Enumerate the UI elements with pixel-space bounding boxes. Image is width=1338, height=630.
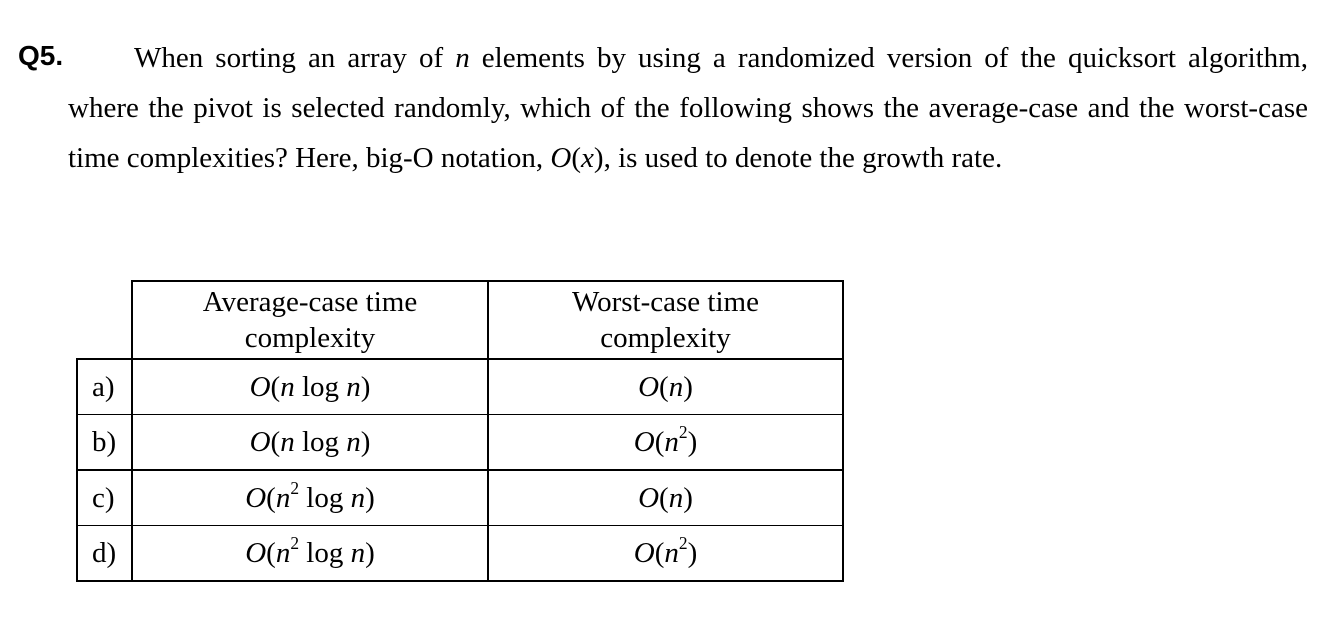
option-label: c) bbox=[77, 470, 132, 526]
table-row bbox=[77, 526, 843, 582]
question-text-part-2: elements by using a randomized version of the quicksort algorithm, where the pivot is selected randomly, which of the following shows the average-case and the worst-case time complexities? Here, big-O notation, bbox=[68, 42, 1308, 174]
header-average-line-2: complexity bbox=[244, 322, 376, 354]
question-number: Q5. bbox=[18, 40, 64, 71]
average-complexity: $O(n^2$ log n) bbox=[132, 470, 488, 526]
answer-table bbox=[76, 280, 844, 582]
worst-complexity: $O(n^2)$ bbox=[488, 526, 843, 582]
header-worst-line-1: Worst-case time bbox=[572, 286, 759, 318]
big-o-argument: x bbox=[581, 142, 594, 174]
header-worst-line-2: complexity bbox=[600, 322, 731, 354]
worst-complexity: O(n) bbox=[488, 359, 843, 415]
question-text-part-3: , is used to denote the growth rate. bbox=[603, 142, 1003, 174]
option-label: d) bbox=[77, 526, 132, 582]
table-row bbox=[77, 470, 843, 526]
table-corner bbox=[77, 281, 132, 359]
question-text: When sorting an array of n elements by using a randomized version of the quicksort algorithm, where the pivot is selected randomly, which of the following shows the average-case and the worst-case time complexities? Here, big-O notation, O(x), is used to denote the growth rate. bbox=[68, 42, 1308, 174]
big-o-letter: O bbox=[550, 142, 572, 174]
worst-complexity: O(n) bbox=[488, 470, 843, 526]
worst-complexity: $O(n^2)$ bbox=[488, 415, 843, 471]
n-variable: n bbox=[455, 42, 470, 74]
average-complexity: $O(n^2$ log n) bbox=[132, 526, 488, 582]
option-label: b) bbox=[77, 415, 132, 471]
question-text-part-1: When sorting an array of bbox=[134, 42, 456, 74]
header-average-line-1: Average-case time bbox=[202, 286, 418, 318]
table-row bbox=[77, 415, 843, 471]
table-row bbox=[77, 359, 843, 415]
option-label: a) bbox=[77, 359, 132, 415]
header-worst-case bbox=[488, 281, 843, 359]
average-complexity: O(n log n) bbox=[132, 415, 488, 471]
average-complexity: O(n log n) bbox=[132, 359, 488, 415]
header-average-case bbox=[132, 281, 488, 359]
